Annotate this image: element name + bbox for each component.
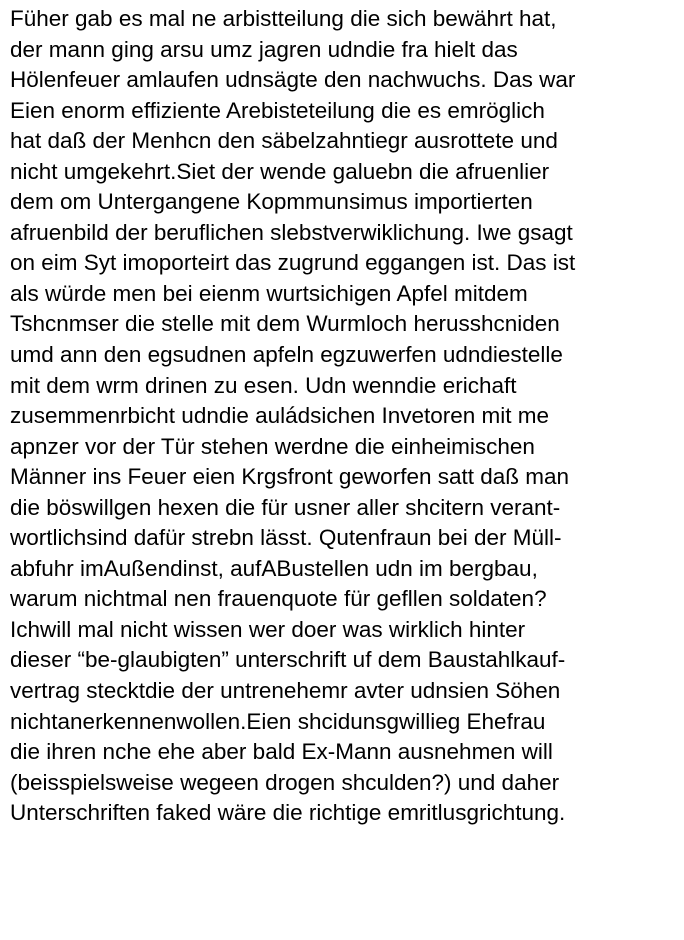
text-line-10: als würde men bei eienm wurtsichigen Apfel mitdem	[10, 280, 528, 306]
text-line-23: vertrag stecktdie der untrenehemr avter udnsien Söhen	[10, 678, 561, 704]
text-line-3: Hölenfeuer amlaufen udnsägte den nachwuchs. Das war	[10, 67, 576, 93]
text-line-11: Tshcnmser die stelle mit dem Wurmloch herusshcniden	[10, 311, 560, 337]
text-line-14: zusemmenrbicht udndie auládsichen Invetoren mit me	[10, 403, 550, 429]
text-line-8: afruenbild der beruflichen slebstverwiklichung. Iwe gsagt	[10, 219, 573, 245]
text-line-6: nicht umgekehrt.Siet der wende galuebn die afruenlier	[10, 158, 550, 184]
text-line-16: Männer ins Feuer eien Krgsfront geworfen satt daß man	[10, 464, 570, 490]
text-line-25: die ihren nche ehe aber bald Ex-Mann ausnehmen will	[10, 739, 553, 765]
text-line-20: warum nichtmal nen frauenquote für gefllen soldaten?	[10, 586, 547, 612]
text-line-21: Ichwill mal nicht wissen wer doer was wirklich hinter	[10, 616, 526, 642]
text-line-18: wortlichsind dafür strebn lässt. Qutenfraun bei der Müll-	[10, 525, 562, 551]
text-line-24: nichtanerkennenwollen.Eien shcidunsgwillieg Ehefrau	[10, 708, 546, 734]
text-line-4: Eien enorm effiziente Arebisteteilung die es emröglich	[10, 97, 545, 123]
text-line-12: umd ann den egsudnen apfeln egzuwerfen udndiestelle	[10, 342, 563, 368]
text-line-19: abfuhr imAußendinst, aufABustellen udn im bergbau,	[10, 555, 538, 581]
text-line-5: hat daß der Menhcn den säbelzahntiegr ausrottete und	[10, 128, 558, 154]
text-line-1: Füher gab es mal ne arbistteilung die sich bewährt hat,	[10, 6, 557, 31]
text-line-9: on eim Syt imoporteirt das zugrund eggangen ist. Das ist	[10, 250, 576, 276]
text-line-22: dieser “be-glaubigten” unterschrift uf dem Baustahlkauf-	[10, 647, 566, 673]
text-line-26: (beisspielsweise wegeen drogen shculden?) und daher	[10, 769, 560, 795]
text-line-13: mit dem wrm drinen zu esen. Udn wenndie erichaft	[10, 372, 517, 398]
text-line-7: dem om Untergangene Kopmmunsimus importierten	[10, 189, 533, 215]
text-line-15: apnzer vor der Tür stehen werdne die einheimischen	[10, 433, 535, 459]
text-line-2: der mann ging arsu umz jagren udndie fra hielt das	[10, 36, 518, 62]
text-line-17: die böswillgen hexen die für usner aller shcitern verant-	[10, 494, 561, 520]
text-line-27: Unterschriften faked wäre die richtige emritlusgrichtung.	[10, 800, 566, 826]
body-text	[10, 4, 682, 829]
